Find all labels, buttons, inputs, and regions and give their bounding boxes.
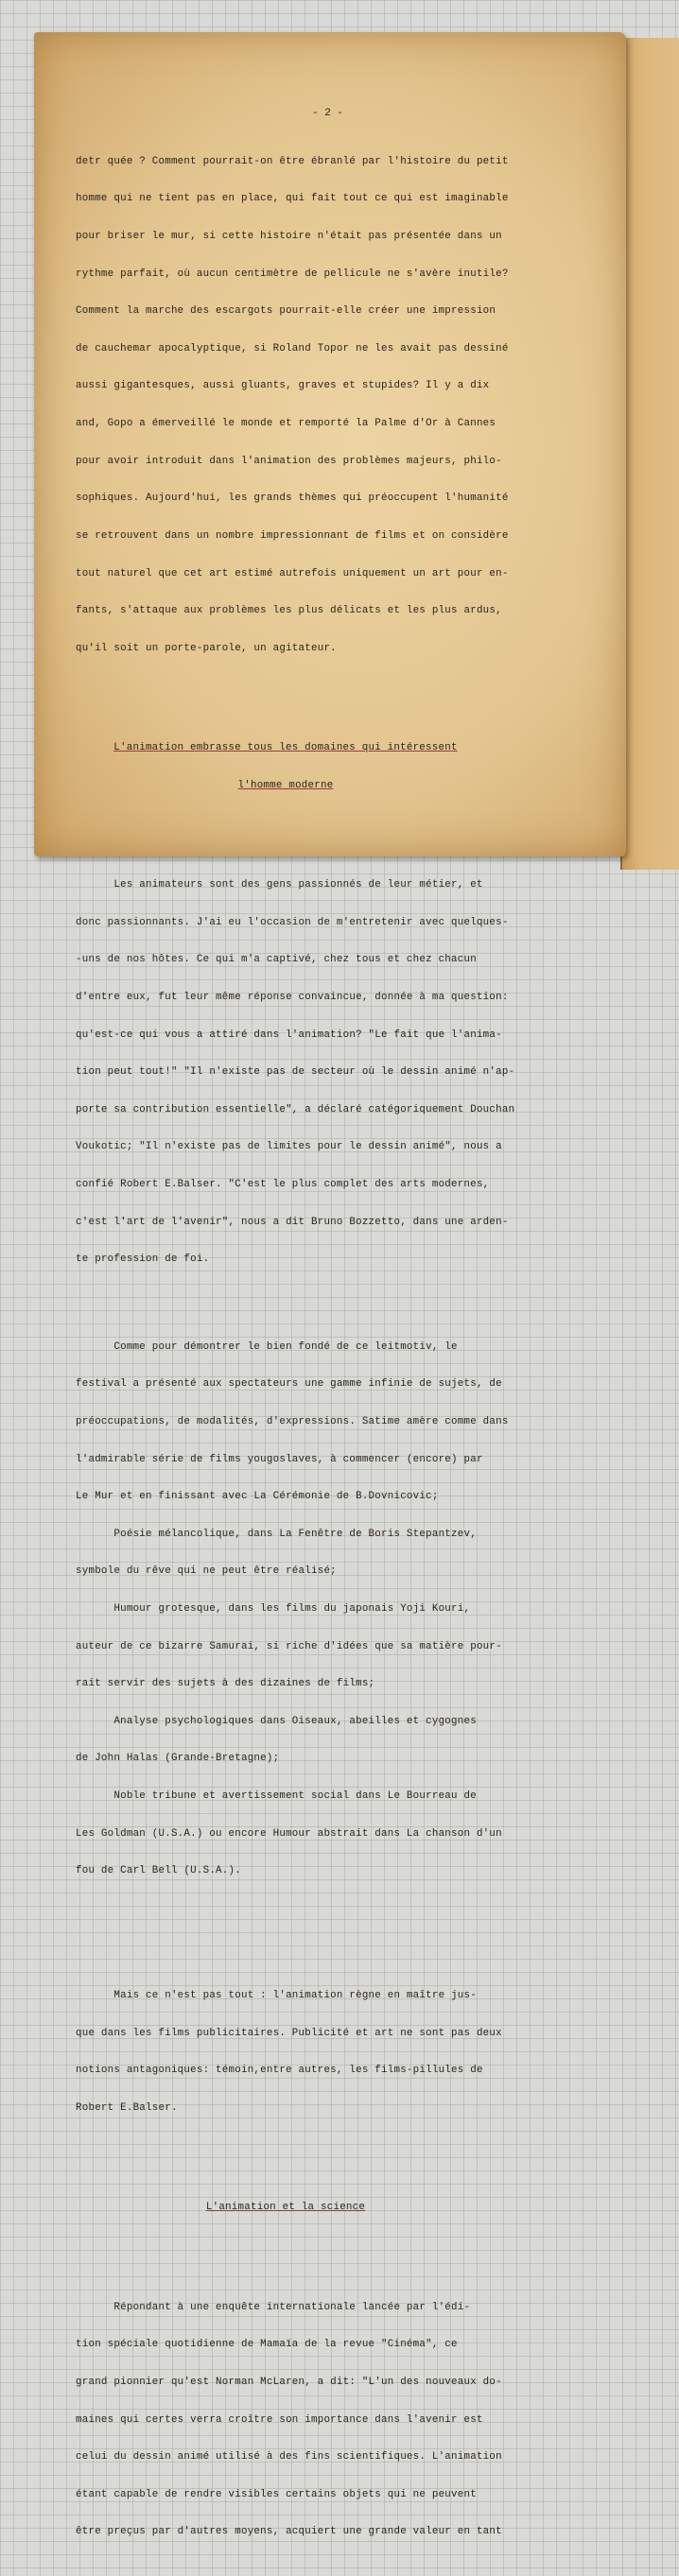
text-line: donc passionnants. J'ai eu l'occasion de m'entretenir avec quelques- [76, 916, 509, 928]
text-line: festival a présenté aux spectateurs une gamme infinie de sujets, de [76, 1378, 502, 1391]
text-line: celui du dessin animé utilisé à des fins scientifiques. L'animation [76, 2451, 502, 2464]
spacer [76, 2239, 496, 2252]
text-line: tout naturel que cet art estimé autrefois uniquement un art pour en- [76, 567, 509, 579]
text-line: d'entre eux, fut leur même réponse convaincue, donnée à ma question: [76, 992, 509, 1004]
text-line: de John Halas (Grande-Bretagne); [76, 1753, 280, 1765]
adjacent-page-edge [620, 38, 679, 870]
text-line: homme qui ne tient pas en place, qui fait tout ce qui est imaginable [76, 193, 509, 205]
text-line: Humour grotesque, dans les films du japonais Yoji Kouri, [76, 1602, 471, 1615]
text-line: préoccupations, de modalités, d'expressions. Satime amère comme dans [76, 1415, 509, 1427]
text-line: qu'est-ce qui vous a attiré dans l'animation? "Le fait que l'anima- [76, 1029, 502, 1041]
text-line: fou de Carl Bell (U.S.A.). [76, 1865, 241, 1877]
text-line: étant capable de rendre visibles certains objets qui ne peuvent [76, 2488, 477, 2500]
paragraph-5 [76, 2276, 502, 2564]
text-line: Poésie mélancolique, dans La Fenêtre de Boris Stepantzev, [76, 1528, 477, 1540]
spacer [76, 1928, 496, 1940]
paragraph-2 [76, 855, 515, 1291]
text-line: notions antagoniques: témoin,entre autres, les films-pillules de [76, 2065, 483, 2077]
text-line: Voukotic; "Il n'existe pas de limites pour le dessin animé", nous a [76, 1141, 502, 1153]
text-line: Noble tribune et avertissement social dans Le Bourreau de [76, 1790, 477, 1803]
text-line: se retrouvent dans un nombre impressionnant de films et on considère [76, 529, 509, 542]
text-line: tion spéciale quotidienne de Mamaïa de la revue "Cinéma", ce [76, 2339, 458, 2351]
paragraph-1 [76, 130, 509, 680]
text-line: aussi gigantesques, aussi gluants, graves et stupides? Il y a dix [76, 380, 490, 392]
section-heading-1-line-2: l'homme moderne [237, 779, 334, 791]
spacer [76, 817, 496, 829]
text-line: auteur de ce bizarre Samurai, si riche d'idées que sa matière pour- [76, 1640, 502, 1652]
text-line: pour briser le mur, si cette histoire n'était pas présentée dans un [76, 231, 502, 243]
text-line: symbole du rêve qui ne peut être réalisé; [76, 1565, 337, 1578]
typed-text-body [76, 106, 515, 2576]
text-line: Les Goldman (U.S.A.) ou encore Humour abstrait dans La chanson d'un [76, 1827, 502, 1840]
text-line: de cauchemar apocalyptique, si Roland Topor ne les avait pas dessiné [76, 342, 509, 354]
text-line: Analyse psychologiques dans Oiseaux, abeilles et cygognes [76, 1715, 477, 1727]
text-line: Répondant à une enquête internationale lancée par l'édi- [76, 2301, 471, 2313]
text-line: fants, s'attaque aux problèmes les plus délicats et les plus ardus, [76, 605, 502, 617]
text-line: l'admirable série de films yougoslaves, à commencer (encore) par [76, 1453, 483, 1465]
spacer [76, 2165, 496, 2177]
text-line: pour avoir introduit dans l'animation des problèmes majeurs, philo- [76, 455, 502, 467]
section-heading-2: L'animation et la science [205, 2202, 366, 2214]
text-line: maines qui certes verra croître son importance dans l'avenir est [76, 2413, 483, 2426]
text-line: tion peut tout!" "Il n'existe pas de secteur où le dessin animé n'ap- [76, 1066, 515, 1079]
text-line: Les animateurs sont des gens passionnés de leur métier, et [76, 879, 483, 891]
text-line: rythme parfait, où aucun centimètre de pellicule ne s'avère inutile? [76, 268, 509, 280]
spacer [76, 705, 496, 717]
text-line: que dans les films publicitaires. Publicité et art ne sont pas deux [76, 2027, 502, 2039]
text-line: sophiques. Aujourd'hui, les grands thèmes qui préoccupent l'humanité [76, 493, 509, 505]
page-number: - 2 - [312, 108, 344, 119]
text-line: confié Robert E.Balser. "C'est le plus complet des arts modernes, [76, 1179, 490, 1191]
text-line: c'est l'art de l'avenir", nous a dit Bruno Bozzetto, dans une arden- [76, 1216, 509, 1228]
text-line: and, Gopo a émerveillé le monde et remporté la Palme d'Or à Cannes [76, 418, 496, 430]
text-line: être preçus par d'autres moyens, acquiert une grande valeur en tant [76, 2526, 502, 2538]
text-line: te profession de foi. [76, 1253, 210, 1266]
text-line: detr quée ? Comment pourrait-on être ébranlé par l'histoire du petit [76, 155, 509, 167]
text-line: porte sa contribution essentielle", a déclaré catégoriquement Douchan [76, 1103, 515, 1115]
text-line: Comment la marche des escargots pourrait-elle créer une impression [76, 305, 496, 318]
paragraph-4 [76, 1965, 502, 2140]
text-line: -uns de nos hôtes. Ce qui m'a captivé, chez tous et chez chacun [76, 954, 477, 966]
text-line: Robert E.Balser. [76, 2101, 178, 2114]
text-line: qu'il soit un porte-parole, un agitateur. [76, 642, 337, 654]
text-line: rait servir des sujets à des dizaines de films; [76, 1678, 375, 1690]
text-line: grand pionnier qu'est Norman McLaren, a dit: "L'un des nouveaux do- [76, 2376, 502, 2388]
text-line: Le Mur et en finissant avec La Cérémonie de B.Dovnicovic; [76, 1491, 439, 1503]
section-heading-1: L'animation embrasse tous les domaines qui intéressent [113, 742, 458, 754]
text-line: Comme pour démontrer le bien fondé de ce leitmotiv, le [76, 1340, 458, 1353]
paragraph-3 [76, 1316, 509, 1903]
text-line: Mais ce n'est pas tout : l'animation règne en maître jus- [76, 1990, 477, 2002]
